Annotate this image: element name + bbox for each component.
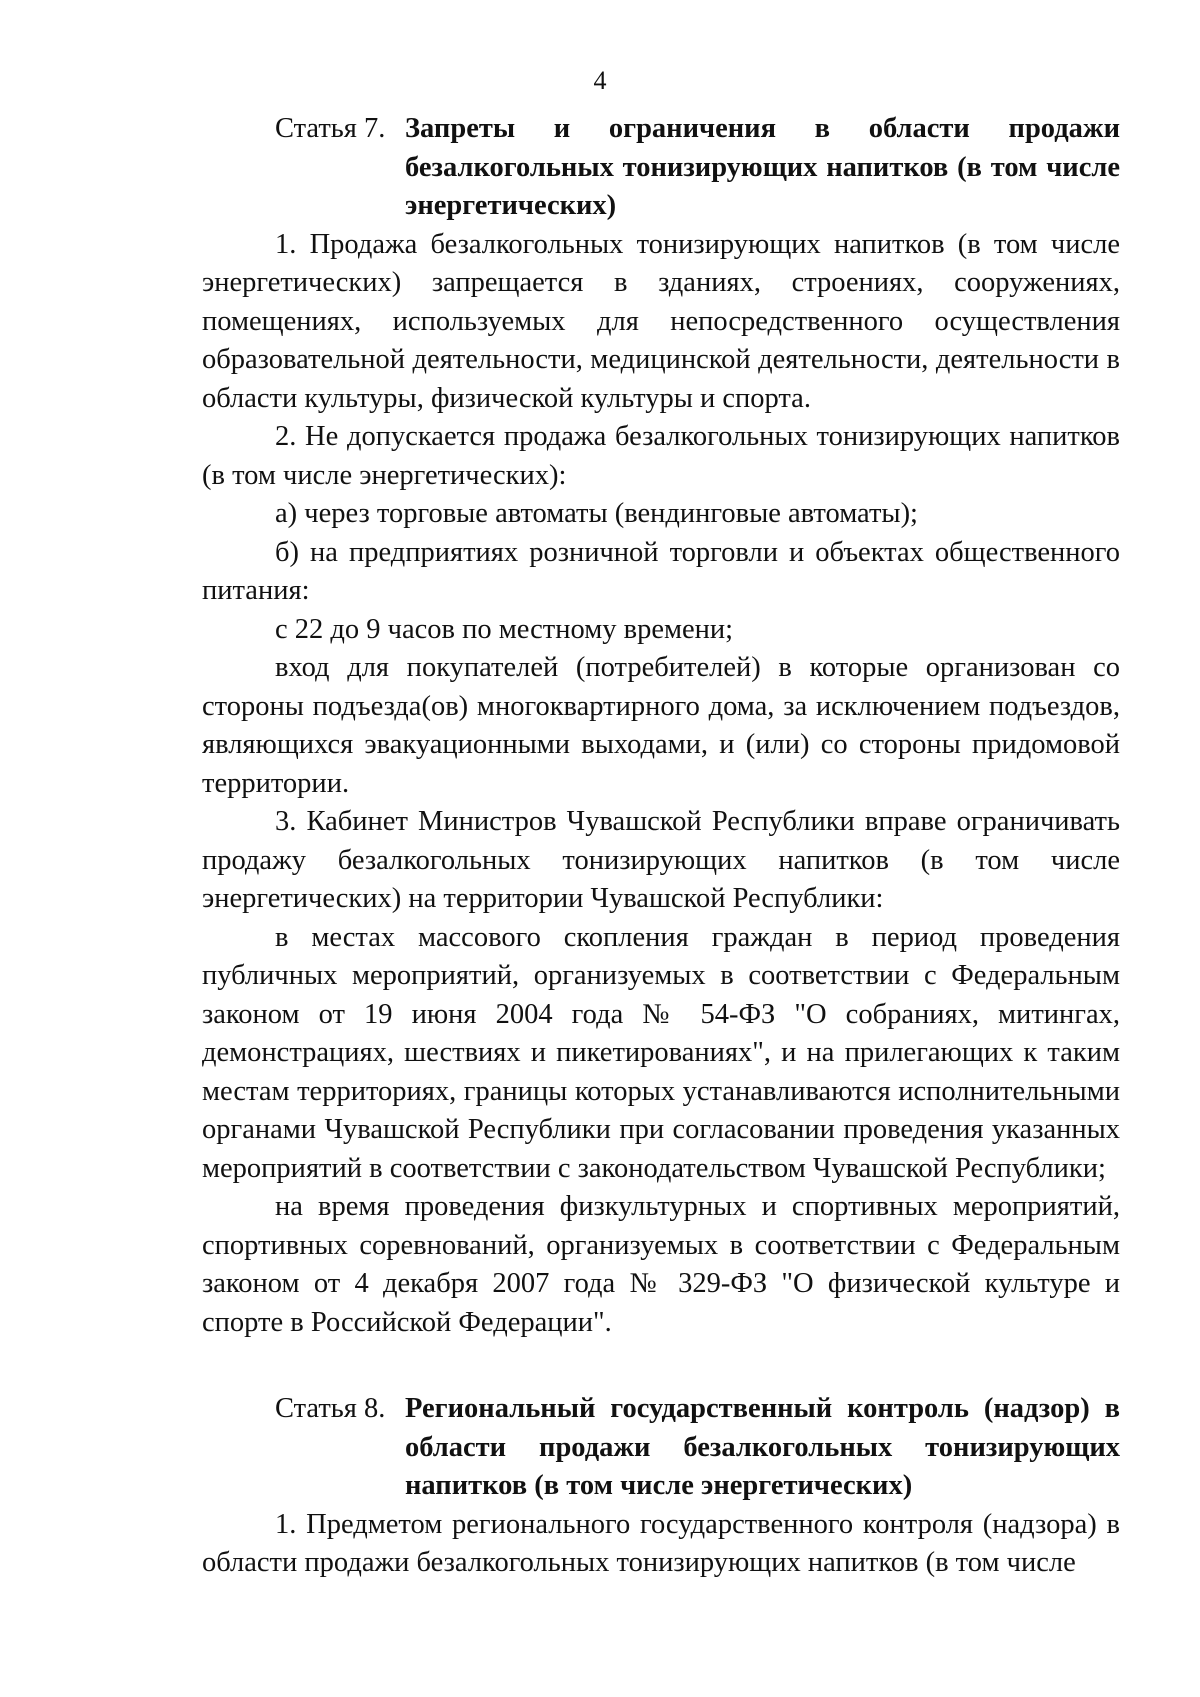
article-7-title: Запреты и ограничения в области продажи безалкогольных тонизирующих напитков (в том числе энергетических) [405, 113, 1120, 221]
article-7-item-b-entrance: вход для покупателей (потребителей) в которые организован со стороны подъезда(ов) многоквартирного дома, за исключением подъездов, являющихся эвакуационными выходами, и (или) со стороны придомовой территории. [202, 652, 1120, 799]
article-7-label: Статья 7. [275, 113, 386, 144]
article-8-label: Статья 8. [275, 1393, 386, 1424]
article-7-item-b: б) на предприятиях розничной торговли и объектах общественного питания: [202, 536, 1120, 606]
article-8-paragraph-1: 1. Предметом регионального государственного контроля (надзора) в области продажи безалкогольных тонизирующих напитков (в том числе [202, 1508, 1120, 1578]
article-7-paragraph-3-public-events: в местах массового скопления граждан в период проведения публичных мероприятий, организуемых в соответствии с Федеральным законом от 19 июня 2004 года № 54-ФЗ "О собраниях, митингах, демонстрациях, шествиях и пикетированиях", и на прилегающих к таким местам территориях, границы которых устанавливаются исполнительными органами Чувашской Республики при согласовании проведения указанных мероприятий в соответствии с законодательством Чувашской Республики; [202, 921, 1120, 1184]
section-spacer [202, 1342, 1120, 1390]
article-8-heading [275, 1390, 1120, 1506]
article-8-title: Региональный государственный контроль (надзор) в области продажи безалкогольных тонизирующих напитков (в том числе энергетических) [405, 1393, 1120, 1501]
page-number: 4 [593, 66, 607, 95]
article-7-item-b-time: с 22 до 9 часов по местному времени; [275, 613, 734, 645]
article-7-item-a: а) через торговые автоматы (вендинговые автоматы); [275, 498, 918, 529]
document-body [202, 110, 1120, 1583]
article-7-paragraph-1: 1. Продажа безалкогольных тонизирующих напитков (в том числе энергетических) запрещается в зданиях, строениях, сооружениях, помещениях, используемых для непосредственного осуществления образовательной деятельности, медицинской деятельности, деятельности в области культуры, физической культуры и спорта. [202, 228, 1120, 414]
article-7-paragraph-2: 2. Не допускается продажа безалкогольных тонизирующих напитков (в том числе энергетических): [202, 421, 1120, 491]
article-7-paragraph-3-sports-events: на время проведения физкультурных и спортивных мероприятий, спортивных соревнований, организуемых в соответствии с Федеральным законом от 4 декабря 2007 года № 329-ФЗ "О физической культуре и спорте в Российской Федерации". [202, 1191, 1120, 1338]
article-7-heading [275, 110, 1120, 226]
article-7-paragraph-3: 3. Кабинет Министров Чувашской Республики вправе ограничивать продажу безалкогольных тонизирующих напитков (в том числе энергетических) на территории Чувашской Республики: [202, 806, 1120, 914]
